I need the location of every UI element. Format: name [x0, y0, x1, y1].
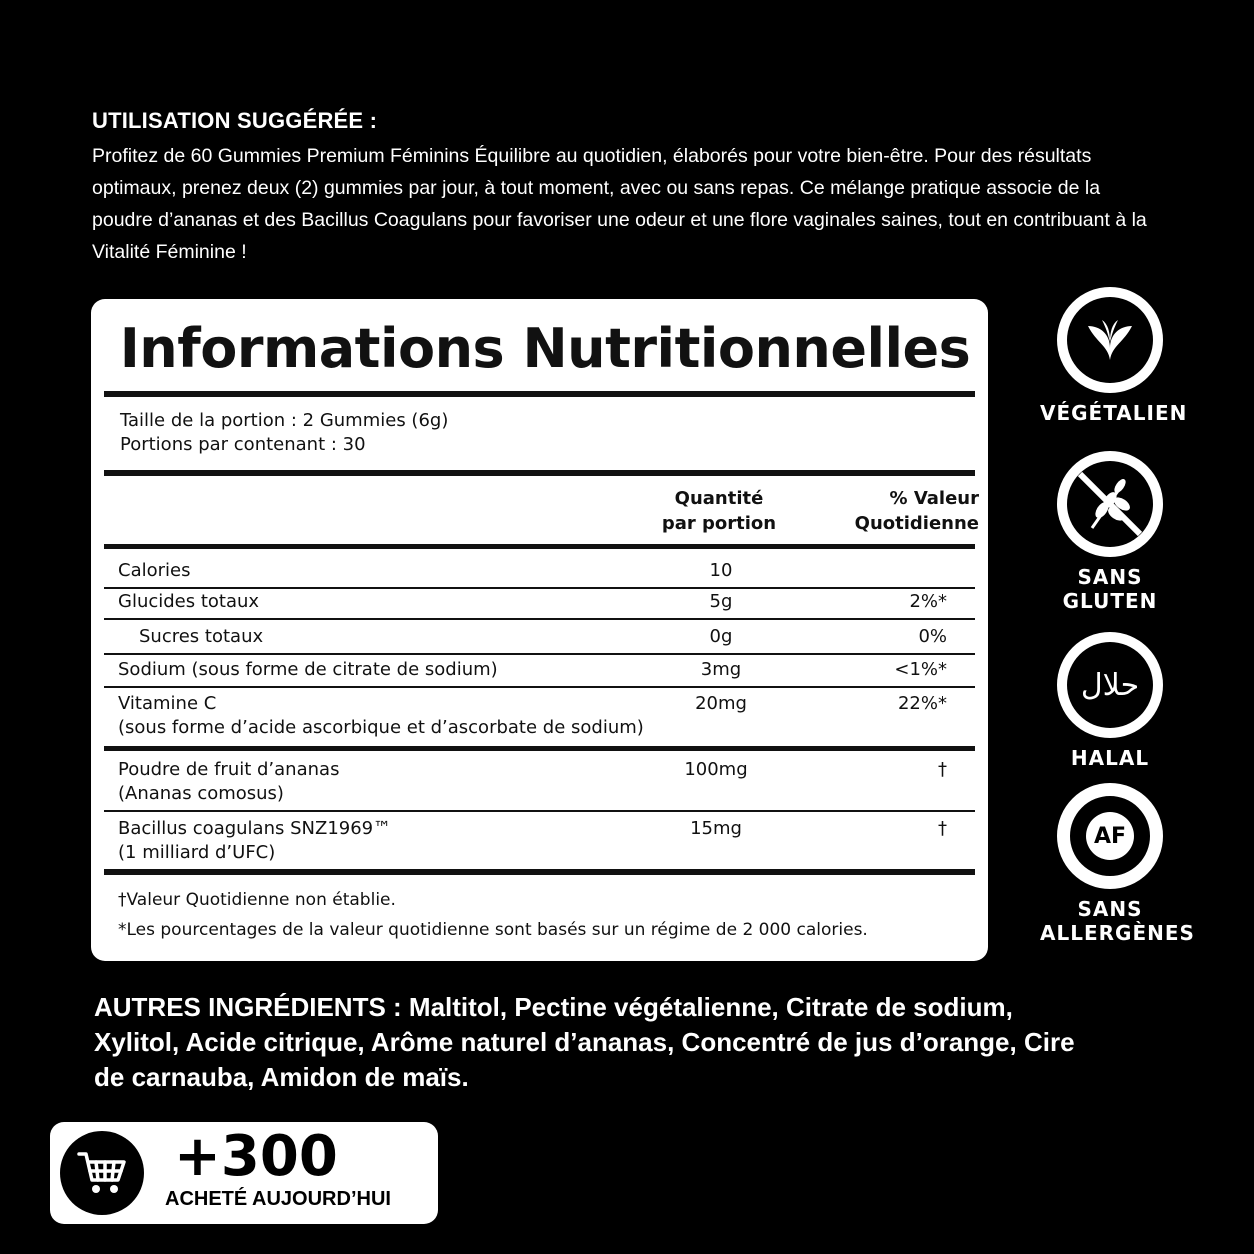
nutrient-name: Poudre de fruit d’ananas — [118, 759, 340, 780]
halal-badge — [1040, 632, 1180, 770]
serving-rule — [104, 470, 975, 476]
nutrient-amount: 100mg — [684, 759, 748, 780]
nutrient-name: Calories — [118, 560, 191, 581]
allergen-free-label — [1040, 897, 1195, 945]
section-rule — [104, 746, 975, 751]
nutrient-amount: 15mg — [690, 818, 742, 839]
row-divider — [104, 810, 975, 812]
allergen-free-icon — [1057, 783, 1163, 889]
header-rule — [104, 544, 975, 549]
nutrient-name: Bacillus coagulans SNZ1969™ — [118, 818, 392, 839]
nutrient-dv: 0% — [918, 626, 947, 647]
nutrient-name: Glucides totaux — [118, 591, 260, 612]
row-divider — [104, 686, 975, 688]
nutrient-dv: 2%* — [909, 591, 947, 612]
nutrition-facts-title: Informations Nutritionnelles — [119, 317, 971, 380]
purchase-counter — [50, 1122, 438, 1224]
halal-icon — [1057, 632, 1163, 738]
nutrient-subtext: (1 milliard d’UFC) — [118, 842, 276, 863]
vegan-label: VÉGÉTALIEN — [1040, 401, 1188, 425]
nutrient-amount: 10 — [709, 560, 733, 581]
nutrient-subtext: (sous forme d’acide ascorbique et d’ascorbate de sodium) — [118, 717, 644, 738]
other-ingredients: AUTRES INGRÉDIENTS : Maltitol, Pectine végétalienne, Citrate de sodium, Xylitol, Acide citrique, Arôme naturel d’ananas, Concentré de jus d’orange, Cire de carnauba, Amidon de maïs. — [94, 992, 1075, 1092]
footnote-dagger: †Valeur Quotidienne non établie. — [118, 890, 396, 910]
halal-glyph: حلال — [1080, 667, 1140, 703]
nutrient-amount: 5g — [709, 591, 733, 612]
nutrient-dv: † — [938, 818, 947, 839]
allergen-free-badge — [1040, 783, 1195, 945]
leaf-icon — [1057, 287, 1163, 393]
dv-header-line1: % Valeur — [889, 488, 979, 509]
nutrient-subtext: (Ananas comosus) — [118, 783, 284, 804]
gluten-free-label-line1: SANS — [1077, 565, 1143, 589]
daily-value-column-header — [829, 486, 979, 536]
nutrient-amount: 20mg — [695, 693, 747, 714]
allergen-free-label-line1: SANS — [1077, 897, 1143, 921]
amount-header-line1: Quantité — [674, 488, 764, 509]
vegan-badge — [1040, 287, 1188, 425]
row-divider — [104, 618, 975, 620]
purchase-caption: ACHETÉ AUJOURD’HUI — [165, 1188, 391, 1210]
amount-header-line2: par portion — [661, 513, 777, 534]
halal-label: HALAL — [1070, 746, 1150, 770]
allergen-free-mark: AF — [1093, 823, 1127, 849]
nutrient-dv: <1%* — [894, 659, 947, 680]
row-divider — [104, 587, 975, 589]
nutrient-amount: 0g — [709, 626, 733, 647]
suggested-use-heading: UTILISATION SUGGÉRÉE : — [92, 108, 378, 133]
nutrient-name: Sodium (sous forme de citrate de sodium) — [118, 659, 498, 680]
dv-header-line2: Quotidienne — [854, 513, 979, 534]
suggested-use-text: Profitez de 60 Gummies Premium Féminins Équilibre au quotidien, élaborés pour votre bien-être. Pour des résultats optimaux, prenez deux (2) gummies par jour, à tout moment, avec ou sans repas. Ce mélange pratique associe de la poudre d’ananas et des Bacillus Coagulans pour favoriser une odeur et une flore vaginales saines, tout en contribuant à la Vitalité Féminine ! — [92, 145, 1147, 263]
suggested-use-section — [92, 108, 1152, 268]
purchase-count: +300 — [174, 1124, 338, 1189]
bottom-rule — [104, 869, 975, 875]
title-rule — [104, 391, 975, 397]
cart-icon — [60, 1131, 144, 1215]
nutrient-dv: † — [938, 759, 947, 780]
nutrient-name: Vitamine C — [118, 693, 217, 714]
no-wheat-icon — [1057, 451, 1163, 557]
nutrient-amount: 3mg — [700, 659, 742, 680]
nutrient-dv: 22%* — [897, 693, 947, 714]
footnote-star: *Les pourcentages de la valeur quotidienne sont basés sur un régime de 2 000 calories. — [118, 920, 868, 940]
amount-column-header — [649, 486, 789, 536]
nutrition-facts-panel — [91, 299, 988, 961]
row-divider — [104, 653, 975, 655]
gluten-free-label — [1040, 565, 1180, 613]
gluten-free-label-line2: GLUTEN — [1062, 589, 1158, 613]
servings-per-container: Portions par contenant : 30 — [120, 434, 366, 455]
serving-size: Taille de la portion : 2 Gummies (6g) — [120, 410, 449, 431]
gluten-free-badge — [1040, 451, 1180, 613]
allergen-free-label-line2: ALLERGÈNES — [1040, 921, 1195, 945]
nutrient-name-indented: Sucres totaux — [139, 626, 264, 647]
